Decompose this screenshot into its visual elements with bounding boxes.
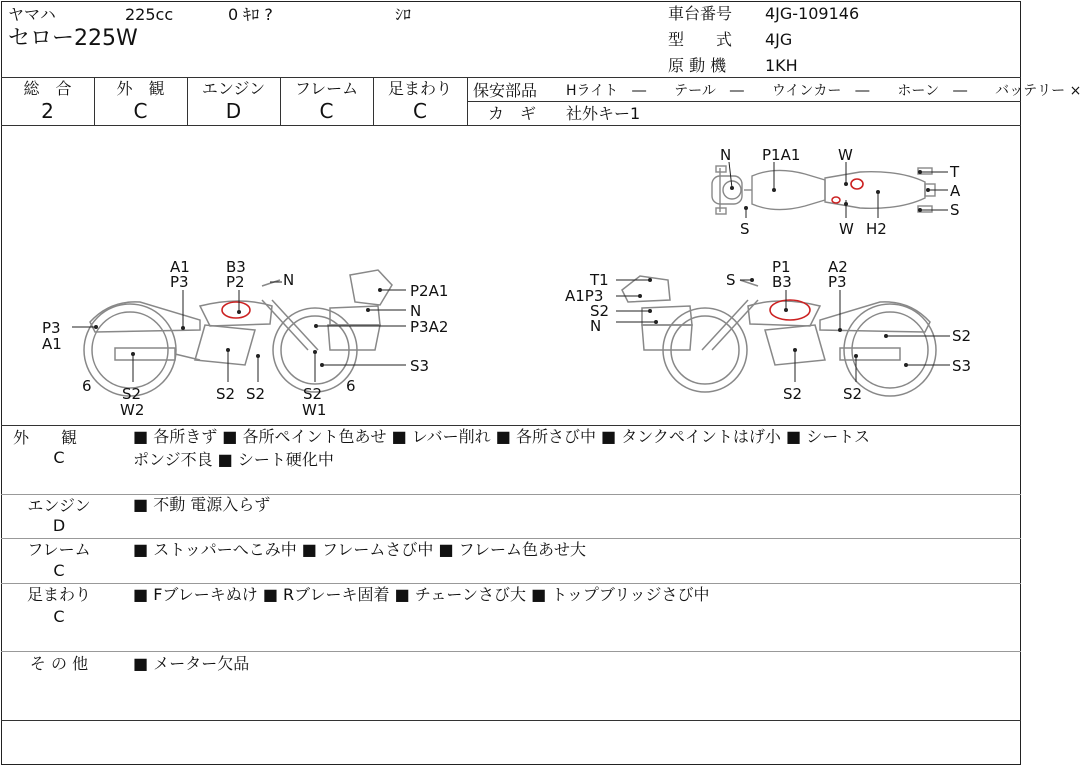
section-exterior-title: 外 観 — [12, 428, 77, 447]
diag-label: S2 — [246, 385, 266, 403]
section-exterior-text2: ポンジ不良 ■ シート硬化中 — [133, 450, 334, 469]
diag-label: P1A1 — [762, 146, 801, 164]
mileage: 0 ｷﾛ ? — [228, 5, 273, 24]
diag-label: S2 — [783, 385, 803, 403]
diag-label: S — [950, 201, 960, 219]
diag-label: S2 — [122, 385, 142, 403]
suspension-value: C — [413, 99, 427, 123]
diag-label: 6 — [346, 377, 356, 395]
section-bottom — [1, 720, 1021, 721]
diag-label: W — [839, 220, 854, 238]
diag-label: N — [720, 146, 732, 164]
diag-label: P2 — [226, 273, 245, 291]
color: ｼﾛ — [395, 5, 412, 24]
safety-parts-items: Hライト ― テール ― ウインカー ― ホーン ― バッテリー × — [566, 83, 1081, 99]
diag-label: S — [726, 271, 736, 289]
diag-label: W — [838, 146, 853, 164]
displacement: 225cc — [125, 5, 174, 24]
diag-label: S3 — [952, 357, 972, 375]
diag-label: S2 — [843, 385, 863, 403]
frame-number-value: 4JG-109146 — [765, 4, 860, 23]
diag-label: A — [950, 182, 961, 200]
diag-label: A2 — [828, 258, 848, 276]
diag-label: P2A1 — [410, 282, 449, 300]
engine-model-label: 原 動 機 — [668, 56, 727, 75]
diag-label: T1 — [590, 271, 609, 289]
key-value: 社外キー1 — [566, 104, 641, 123]
section-frame-title: フレーム — [27, 540, 91, 559]
diag-label: B3 — [772, 273, 792, 291]
frame-number-label: 車台番号 — [668, 4, 733, 23]
diag-label: S2 — [590, 302, 610, 320]
diag-label: N — [283, 271, 295, 289]
exterior-label: 外 観 — [116, 79, 165, 98]
diag-label: S3 — [410, 357, 430, 375]
frame-value: C — [319, 99, 334, 123]
diag-label: S2 — [303, 385, 323, 403]
diag-label: H2 — [866, 220, 887, 238]
overall-label: 総 合 — [23, 79, 72, 98]
section-other-title: そ の 他 — [29, 654, 89, 673]
overall-value: 2 — [41, 99, 54, 123]
section-other-text: ■ メーター欠品 — [133, 654, 250, 673]
section-exterior-text: ■ 各所きず ■ 各所ペイント色あせ ■ レバー削れ ■ 各所さび中 ■ タンクペイントはげ小 ■ シートス — [133, 427, 871, 446]
diag-label: P3 — [828, 273, 847, 291]
diag-label: A1 — [42, 335, 62, 353]
type-value: 4JG — [765, 30, 793, 49]
engine-value: D — [225, 99, 242, 123]
section-suspension-text: ■ Fブレーキぬけ ■ Rブレーキ固着 ■ チェーンさび大 ■ トップブリッジさび中 — [133, 585, 710, 604]
diag-label: W1 — [302, 401, 327, 419]
diag-label: P3A2 — [410, 318, 449, 336]
section-suspension-title: 足まわり — [26, 585, 91, 604]
diag-label: A1P3 — [565, 287, 604, 305]
diag-label: N — [590, 317, 602, 335]
suspension-label: 足まわり — [387, 79, 452, 98]
section-divider — [1, 651, 1021, 652]
engine-model-value: 1KH — [765, 56, 798, 75]
diag-label: 6 — [82, 377, 92, 395]
diag-label: S2 — [216, 385, 236, 403]
safety-parts-label: 保安部品 — [473, 81, 538, 100]
section-exterior-grade: C — [53, 448, 65, 467]
maker: ヤマハ — [8, 5, 56, 24]
diag-label: P3 — [42, 319, 61, 337]
section-frame-text: ■ ストッパーへこみ中 ■ フレームさび中 ■ フレーム色あせ大 — [133, 540, 587, 559]
diag-label: A1 — [170, 258, 190, 276]
diag-label: P1 — [772, 258, 791, 276]
engine-label: エンジン — [201, 79, 266, 98]
section-engine-title: エンジン — [27, 496, 91, 515]
diag-label: W2 — [120, 401, 145, 419]
key-label: カ ギ — [488, 104, 537, 123]
diag-label: S2 — [952, 327, 972, 345]
diag-label: P3 — [170, 273, 189, 291]
section-frame-grade: C — [53, 561, 65, 580]
frame-label: フレーム — [294, 79, 359, 98]
diag-label: N — [410, 302, 422, 320]
diag-label: B3 — [226, 258, 246, 276]
section-engine-text: ■ 不動 電源入らず — [133, 495, 271, 514]
section-engine-grade: D — [52, 516, 66, 535]
diag-label: S — [740, 220, 750, 238]
model-name: セロー225W — [8, 26, 138, 51]
diag-label: T — [950, 163, 960, 181]
exterior-value: C — [133, 99, 148, 123]
section-suspension-grade: C — [53, 607, 65, 626]
type-label: 型 式 — [668, 30, 733, 49]
